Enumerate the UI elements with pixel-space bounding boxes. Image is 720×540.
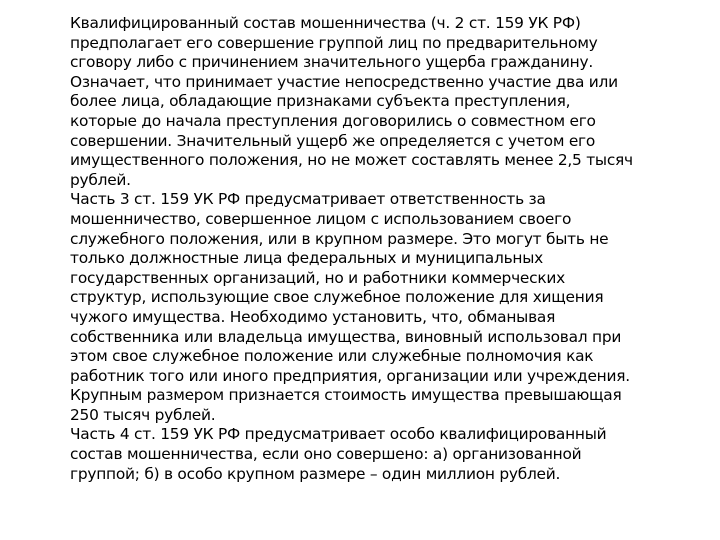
text-line: структур, использующие свое служебное положение для хищения <box>70 288 604 307</box>
text-line: служебного положения, или в крупном размере. Это могут быть не <box>70 229 609 248</box>
text-line: сговору либо с причинением значительного ущерба гражданину. <box>70 53 593 72</box>
text-line: Означает, что принимает участие непосредственно участие два или <box>70 72 618 91</box>
text-line: государственных организаций, но и работники коммерческих <box>70 268 566 287</box>
text-line: предполагает его совершение группой лиц по предварительному <box>70 33 598 52</box>
text-line: мошенничество, совершенное лицом с использованием своего <box>70 209 572 228</box>
text-line: более лица, обладающие признаками субъекта преступления, <box>70 92 571 111</box>
text-line: работник того или иного предприятия, организации или учреждения. <box>70 366 630 385</box>
text-line: имущественного положения, но не может составлять менее 2,5 тысяч <box>70 151 633 170</box>
paragraph-basic-fraud <box>70 14 680 190</box>
text-line: состав мошенничества, если оно совершено: а) организованной <box>70 445 582 464</box>
text-line: рублей. <box>70 170 131 189</box>
text-line: Часть 4 ст. 159 УК РФ предусматривает особо квалифицированный <box>70 425 607 444</box>
paragraph-part-4 <box>70 425 680 484</box>
text-line: Квалифицированный состав мошенничества (ч. 2 ст. 159 УК РФ) <box>70 14 581 32</box>
text-line: чужого имущества. Необходимо установить, что, обманывая <box>70 307 556 326</box>
text-line: которые до начала преступления договорились о совместном его <box>70 111 596 130</box>
text-line: этом свое служебное положение или служебные полномочия как <box>70 347 594 366</box>
text-line: собственника или владельца имущества, виновный использовал при <box>70 327 622 346</box>
paragraph-part-3 <box>70 190 680 425</box>
text-line: Крупным размером признается стоимость имущества превышающая <box>70 386 622 405</box>
text-line: совершении. Значительный ущерб же определяется с учетом его <box>70 131 596 150</box>
text-line: Часть 3 ст. 159 УК РФ предусматривает ответственность за <box>70 190 546 209</box>
text-line: только должностные лица федеральных и муниципальных <box>70 249 543 268</box>
text-body <box>70 14 680 484</box>
text-line: 250 тысяч рублей. <box>70 405 216 424</box>
text-line: группой; б) в особо крупном размере – один миллион рублей. <box>70 464 561 483</box>
